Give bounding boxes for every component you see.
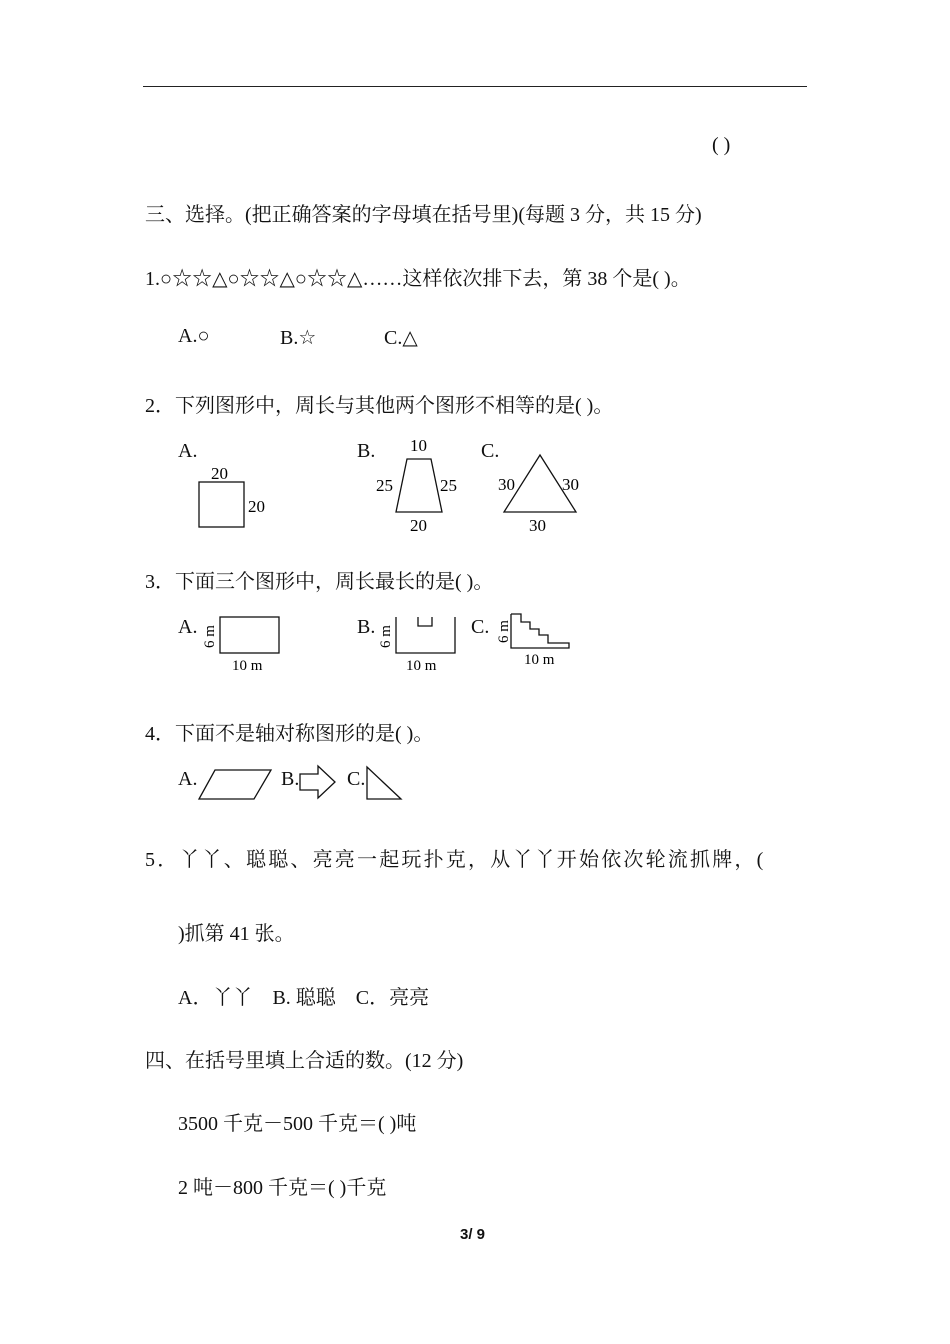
q2-triangle-figure — [495, 448, 595, 538]
triangle-bottom-label: 30 — [529, 516, 546, 535]
trapezoid-right-label: 25 — [440, 476, 457, 495]
q4-right-triangle-figure — [362, 763, 406, 803]
q5-text: 5．丫丫、聪聪、亮亮一起玩扑克，从丫丫开始依次轮流抓牌，( — [145, 849, 766, 871]
q4-arrow-figure — [298, 763, 342, 803]
triangle-left-label: 30 — [498, 475, 515, 494]
q1-option-b[interactable]: B.☆ — [280, 327, 317, 349]
trapezoid-top-label: 10 — [410, 436, 427, 455]
q3-notched-rectangle-figure — [374, 610, 464, 676]
q4-option-a[interactable]: A. — [178, 768, 198, 790]
q2-text: 2．下列图形中，周长与其他两个图形不相等的是( )。 — [145, 395, 614, 417]
q2-trapezoid-figure — [372, 433, 472, 537]
q3-option-c[interactable]: C. — [471, 616, 490, 638]
q2-option-b[interactable]: B. — [357, 440, 376, 462]
notched-height-label: 6 m — [378, 625, 394, 648]
q3-rectangle-figure — [196, 610, 286, 676]
q1-option-c[interactable]: C.△ — [384, 327, 418, 349]
notched-rect-shape — [396, 617, 455, 653]
q4-option-b[interactable]: B. — [281, 768, 300, 790]
square-side-label: 20 — [248, 497, 265, 516]
page-number: 3/ 9 — [460, 1226, 486, 1243]
trapezoid-shape — [396, 459, 442, 512]
header-rule — [143, 86, 807, 87]
q4-parallelogram-figure — [196, 764, 278, 804]
answer-blank[interactable]: ( ) — [712, 134, 731, 156]
q3-option-b[interactable]: B. — [357, 616, 376, 638]
section3-heading: 三、选择。(把正确答案的字母填在括号里)(每题 3 分，共 15 分) — [145, 204, 702, 226]
notch-shape — [418, 617, 432, 626]
section4-line2: 2 吨－800 千克＝( )千克 — [178, 1177, 387, 1199]
section4-line1: 3500 千克－500 千克＝( )吨 — [178, 1113, 417, 1135]
q2-option-c[interactable]: C. — [481, 440, 500, 462]
triangle-right-label: 30 — [562, 475, 579, 494]
right-triangle-shape — [367, 767, 401, 799]
rect-width-label: 10 m — [232, 658, 263, 674]
q5-options[interactable]: A．丫丫 B. 聪聪 C．亮亮 — [178, 987, 430, 1009]
notched-width-label: 10 m — [406, 658, 437, 674]
staircase-height-label: 6 m — [496, 620, 512, 643]
parallelogram-shape — [199, 770, 271, 799]
trapezoid-bottom-label: 20 — [410, 516, 427, 535]
q1-option-a[interactable]: A.○ — [178, 325, 210, 347]
arrow-shape — [300, 766, 335, 798]
square-top-label: 20 — [211, 464, 228, 483]
q5-text-continued: )抓第 41 张。 — [178, 923, 295, 945]
rect-height-label: 6 m — [202, 625, 218, 648]
q3-staircase-figure — [490, 608, 580, 672]
q4-option-c[interactable]: C. — [347, 768, 366, 790]
q3-option-a[interactable]: A. — [178, 616, 198, 638]
q1-text: 1.○☆☆△○☆☆△○☆☆△……这样依次排下去，第 38 个是( )。 — [145, 268, 691, 290]
staircase-shape — [511, 614, 569, 648]
staircase-width-label: 10 m — [524, 652, 555, 668]
rectangle-shape — [220, 617, 279, 653]
section4-heading: 四、在括号里填上合适的数。(12 分) — [145, 1050, 464, 1072]
trapezoid-left-label: 25 — [376, 476, 393, 495]
q2-option-a[interactable]: A. — [178, 440, 198, 462]
q2-square-figure — [195, 462, 275, 534]
square-shape — [199, 482, 244, 527]
q4-text: 4．下面不是轴对称图形的是( )。 — [145, 723, 434, 745]
q3-text: 3．下面三个图形中，周长最长的是( )。 — [145, 571, 494, 593]
